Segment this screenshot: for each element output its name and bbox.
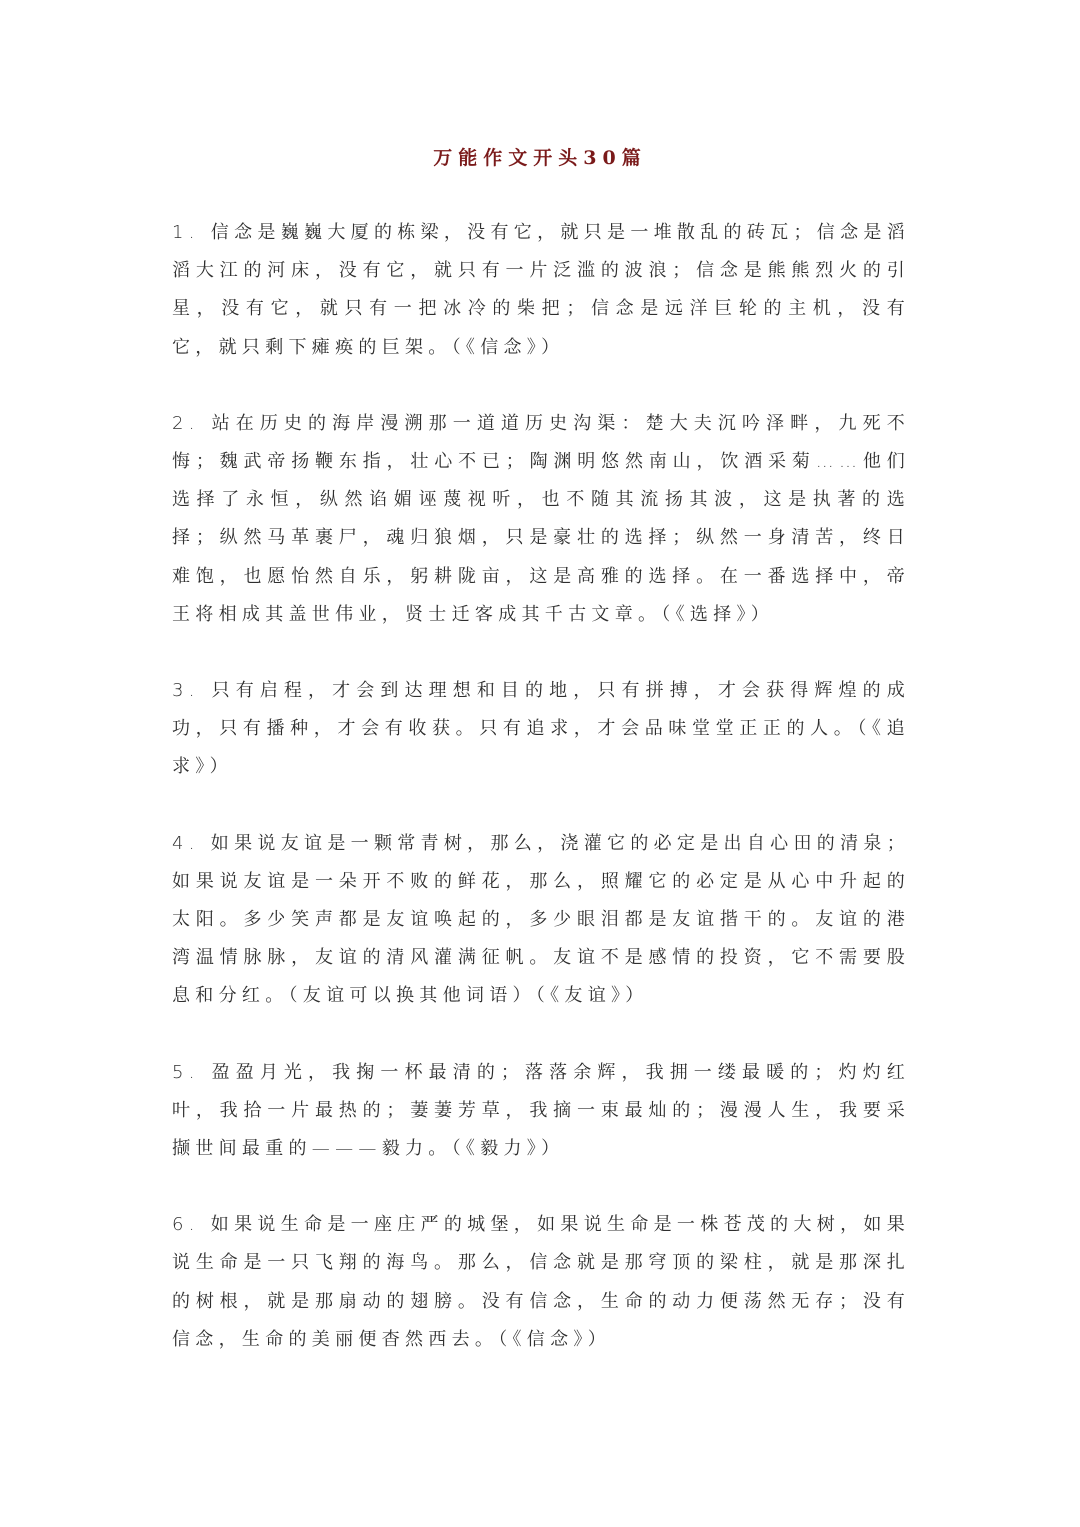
document-title: 万能作文开头30篇 [433, 147, 647, 169]
document-body [172, 214, 910, 1397]
paragraph-3: 3. 只有启程，才会到达理想和目的地，只有拼搏，才会获得辉煌的成功，只有播种，才会有收获。只有追求，才会品味堂堂正正的人。（《追求》） [172, 680, 910, 778]
paragraph-4: 4. 如果说友谊是一颗常青树，那么，浇灌它的必定是出自心田的清泉；如果说友谊是一朵开不败的鲜花，那么，照耀它的必定是从心中升起的太阳。多少笑声都是友谊唤起的，多少眼泪都是友谊揩干的。友谊的港湾温情脉脉，友谊的清风灌满征帆。友谊不是感情的投资，它不需要股息和分红。（友谊可以换其他词语）（《友谊》） [172, 832, 910, 1007]
paragraph-2: 2. 站在历史的海岸漫溯那一道道历史沟渠：楚大夫沉吟泽畔，九死不悔；魏武帝扬鞭东指，壮心不已；陶渊明悠然南山，饮酒采菊……他们选择了永恒，纵然谄媚诬蔑视听，也不随其流扬其波，这是执著的选择；纵然马革裹尸，魂归狼烟，只是豪壮的选择；纵然一身清苦，终日难饱，也愿怡然自乐，躬耕陇亩，这是高雅的选择。在一番选择中，帝王将相成其盖世伟业，贤士迁客成其千古文章。（《选择》） [172, 412, 910, 625]
paragraph-1: 1. 信念是巍巍大厦的栋梁，没有它，就只是一堆散乱的砖瓦；信念是滔滔大江的河床，没有它，就只有一片泛滥的波浪；信念是熊熊烈火的引星，没有它，就只有一把冰冷的柴把；信念是远洋巨轮的主机，没有它，就只剩下瘫痪的巨架。（《信念》） [172, 222, 910, 358]
paragraph-6: 6. 如果说生命是一座庄严的城堡，如果说生命是一株苍茂的大树，如果说生命是一只飞翔的海鸟。那么，信念就是那穹顶的梁柱，就是那深扎的树根，就是那扇动的翅膀。没有信念，生命的动力便荡然无存；没有信念，生命的美丽便杳然西去。（《信念》） [172, 1214, 910, 1350]
paragraph-5: 5. 盈盈月光，我掬一杯最清的；落落余辉，我拥一缕最暖的；灼灼红叶，我拾一片最热的；萋萋芳草，我摘一束最灿的；漫漫人生，我要采撷世间最重的———毅力。（《毅力》） [172, 1061, 910, 1160]
